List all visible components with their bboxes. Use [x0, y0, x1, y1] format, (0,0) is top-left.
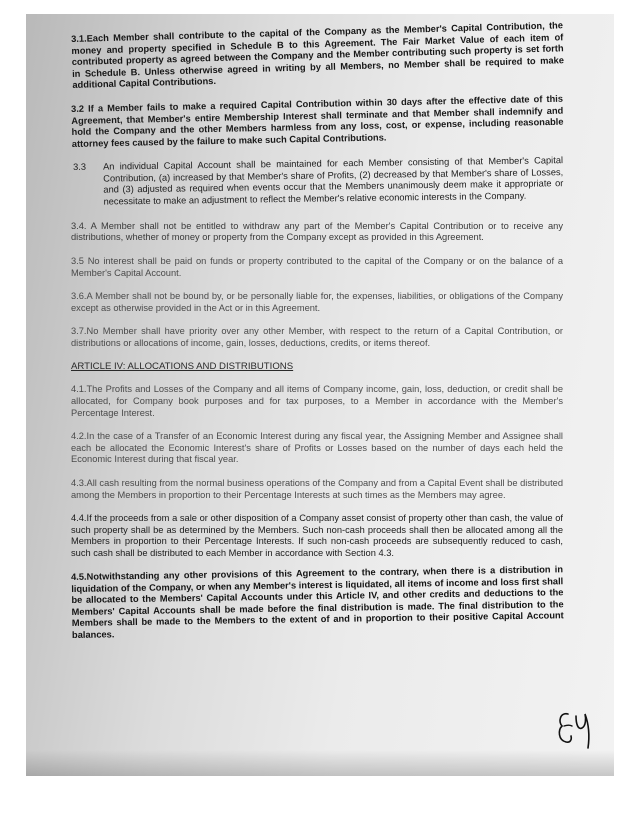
section-4-4: 4.4.If the proceeds from a sale or other disposition of a Company asset consist of property other than cash, the value of such property shall be as determined by the Members. Such non-cash proceeds shall then be allocated among all the Members in proportion to their Percentage Interests. If such non-cash proceeds are subsequently reduced to cash, such cash shall be distributed to each Member in accordance with Section 4.3.: [71, 513, 563, 558]
section-4-2: 4.2.In the case of a Transfer of an Economic Interest during any fiscal year, the Assigning Member and Assignee shall each be allocated the Economic Interest's share of Profits or Losses based on the number of days each held the Economic Interest during that fiscal year.: [71, 431, 563, 465]
initials-signature: [554, 704, 600, 752]
article-iv-heading: ARTICLE IV: ALLOCATIONS AND DISTRIBUTIONS: [71, 361, 294, 373]
section-3-3-number: 3.3: [73, 162, 87, 173]
section-4-1: 4.1.The Profits and Losses of the Company and all items of Company income, gain, loss, deduction, or credit shall be allocated, for Company book purposes and for tax purposes, to a Member in accordance with the Member's Percentage Interest.: [71, 384, 563, 418]
section-3-7: 3.7.No Member shall have priority over any other Member, with respect to the return of a Capital Contribution, or distributions or allocations of income, gain, losses, deductions, credits, or items thereof.: [71, 326, 563, 348]
section-3-3: [73, 156, 564, 209]
scanned-page: [26, 14, 614, 776]
section-3-3-text: An individual Capital Account shall be maintained for each Member consisting of that Member's Capital Contribution, (a) increased by that Member's share of Profits, (2) decreased by that Member's share of Losses, and (3) adjusted as required when events occur that the Members unanimously deem make it appropriate or necessitate to make an adjustment to reflect the Member's relative economic interests in the Company.: [102, 155, 564, 207]
section-3-2: 3.2 If a Member fails to make a required Capital Contribution within 30 days after the effective date of this Agreement, that Member's entire Membership Interest shall terminate and that Member shall indemnify and hold the Company and the other Members harmless from any loss, cost, or expense, including reasonable attorney fees caused by the failure to make such Capital Contributions.: [71, 93, 564, 149]
document-body: [71, 22, 563, 653]
section-3-6: 3.6.A Member shall not be bound by, or be personally liable for, the expenses, liabilities, or obligations of the Company except as otherwise provided in the Act or in this Agreement.: [71, 291, 563, 313]
section-4-5: 4.5.Notwithstanding any other provisions of this Agreement to the contrary, when there is a distribution in liquidation of the Company, or when any Member's interest is liquidated, all items of income and loss first shall be allocated to the Members' Capital Accounts under this Article IV, and other credits and deductions to the Members' Capital Accounts shall be made before the final distribution is made. The final distribution to the Members shall be made to the Members to the extent of and in proportion to their positive Capital Account balances.: [71, 563, 564, 640]
section-3-1: 3.1.Each Member shall contribute to the capital of the Company as the Member's Capital Contribution, the money and property specified in Schedule B to this Agreement. The Fair Market Value of each item of contributed property as agreed between the Company and the Member contributing such property is set forth in Schedule B. Unless otherwise agreed in writing by all Members, no Member shall be required to make additional Capital Contributions.: [71, 20, 565, 91]
section-3-5: 3.5 No interest shall be paid on funds or property contributed to the capital of the Company or on the balance of a Member's Capital Account.: [71, 255, 563, 278]
section-3-4: 3.4. A Member shall not be entitled to withdraw any part of the Member's Capital Contribution or to receive any distributions, whether of money or property from the Company except as provided in this Agreement.: [71, 220, 563, 243]
section-4-3: 4.3.All cash resulting from the normal business operations of the Company and from a Capital Event shall be distributed among the Members in proportion to their Percentage Interests at such times as the Members may agree.: [71, 478, 563, 500]
